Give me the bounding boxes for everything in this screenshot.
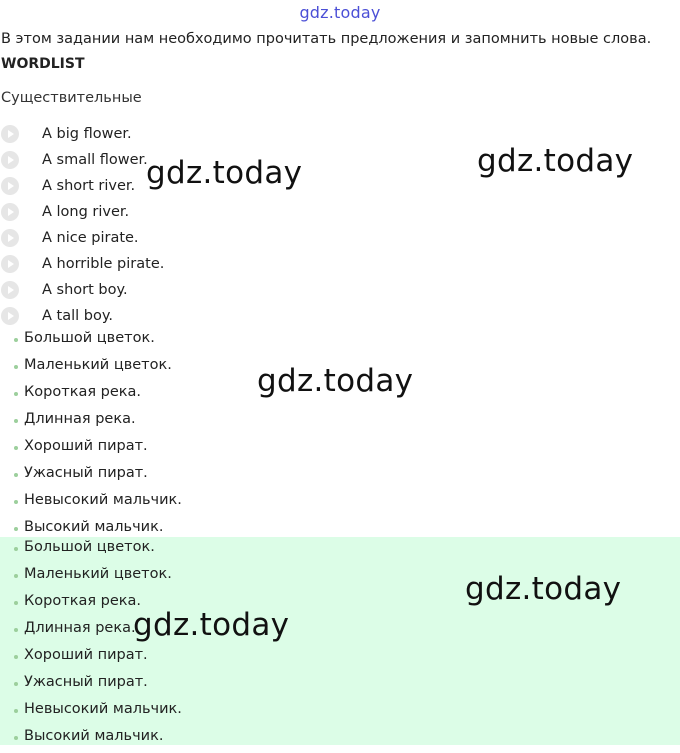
- translation-text: Длинная река.: [24, 411, 136, 427]
- bullet-icon: [14, 419, 18, 423]
- play-audio-icon[interactable]: [1, 177, 19, 195]
- play-audio-icon[interactable]: [1, 203, 19, 221]
- bullet-icon: [14, 392, 18, 396]
- bullet-icon: [14, 500, 18, 504]
- bullet-icon: [14, 628, 18, 632]
- highlighted-answer-block: [0, 537, 680, 745]
- translation-text: Невысокий мальчик.: [24, 701, 182, 717]
- bullet-icon: [14, 736, 18, 740]
- translation-text: Маленький цветок.: [24, 357, 172, 373]
- phrase-text: A short river.: [42, 178, 136, 194]
- bullet-icon: [14, 574, 18, 578]
- bullet-icon: [14, 338, 18, 342]
- bullet-icon: [14, 709, 18, 713]
- bullet-icon: [14, 547, 18, 551]
- bullet-icon: [14, 682, 18, 686]
- translation-text: Невысокий мальчик.: [24, 492, 182, 508]
- translation-text: Высокий мальчик.: [24, 519, 164, 535]
- translation-text: Большой цветок.: [24, 539, 155, 555]
- play-audio-icon[interactable]: [1, 125, 19, 143]
- bullet-icon: [14, 655, 18, 659]
- translation-text: Длинная река.: [24, 620, 136, 636]
- play-audio-icon[interactable]: [1, 229, 19, 247]
- translation-text: Большой цветок.: [24, 330, 155, 346]
- watermark: gdz.today: [257, 363, 414, 399]
- phrase-text: A small flower.: [42, 152, 148, 168]
- play-audio-icon[interactable]: [1, 255, 19, 273]
- phrase-text: A big flower.: [42, 126, 132, 142]
- nouns-subheading: Существительные: [1, 90, 142, 106]
- watermark: gdz.today: [133, 607, 290, 643]
- watermark: gdz.today: [477, 143, 634, 179]
- bullet-icon: [14, 365, 18, 369]
- bullet-icon: [14, 473, 18, 477]
- bullet-icon: [14, 446, 18, 450]
- wordlist-heading: WORDLIST: [1, 56, 85, 72]
- phrase-text: A long river.: [42, 204, 130, 220]
- translation-text: Высокий мальчик.: [24, 728, 164, 744]
- watermark: gdz.today: [146, 155, 303, 191]
- bullet-icon: [14, 527, 18, 531]
- task-intro: В этом задании нам необходимо прочитать предложения и запомнить новые слова.: [1, 31, 652, 47]
- phrase-text: A short boy.: [42, 282, 128, 298]
- translation-text: Ужасный пират.: [24, 465, 148, 481]
- translation-text: Короткая река.: [24, 593, 142, 609]
- translation-text: Ужасный пират.: [24, 674, 148, 690]
- phrase-text: A nice pirate.: [42, 230, 139, 246]
- translation-text: Короткая река.: [24, 384, 142, 400]
- site-watermark-header: gdz.today: [299, 3, 381, 22]
- play-audio-icon[interactable]: [1, 281, 19, 299]
- translation-text: Маленький цветок.: [24, 566, 172, 582]
- translation-text: Хороший пират.: [24, 438, 148, 454]
- watermark: gdz.today: [465, 571, 622, 607]
- phrase-text: A horrible pirate.: [42, 256, 165, 272]
- play-audio-icon[interactable]: [1, 151, 19, 169]
- translation-text: Хороший пират.: [24, 647, 148, 663]
- bullet-icon: [14, 601, 18, 605]
- phrase-text: A tall boy.: [42, 308, 113, 324]
- play-audio-icon[interactable]: [1, 307, 19, 325]
